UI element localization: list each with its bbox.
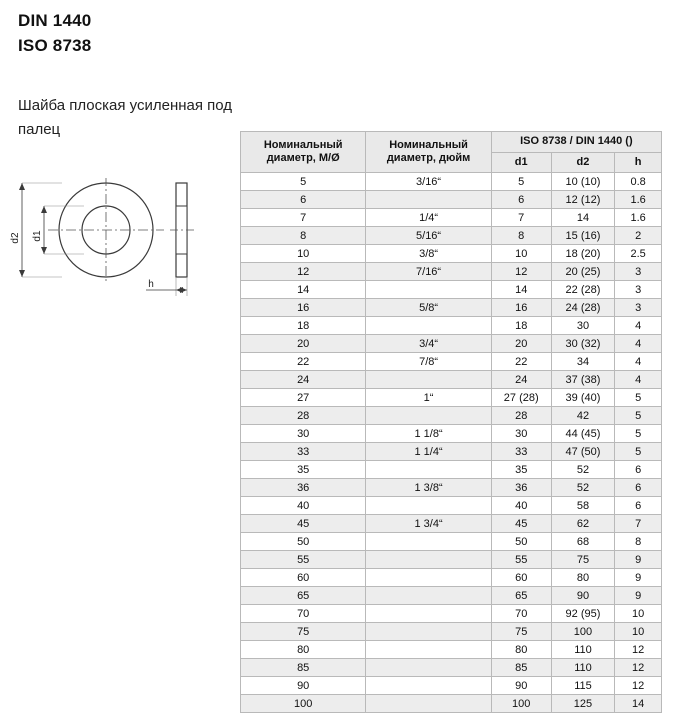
cell-nominal-inch (366, 497, 491, 515)
table-row (241, 209, 662, 227)
cell-d2: 92 (95) (551, 605, 615, 623)
cell-h: 5 (615, 407, 662, 425)
cell-d1: 10 (491, 245, 551, 263)
cell-nominal-mm: 100 (241, 695, 366, 713)
cell-h: 4 (615, 335, 662, 353)
cell-d1: 35 (491, 461, 551, 479)
cell-nominal-mm: 36 (241, 479, 366, 497)
cell-nominal-mm: 10 (241, 245, 366, 263)
cell-nominal-inch: 1/4“ (366, 209, 491, 227)
specification-table (240, 131, 662, 713)
cell-d2: 80 (551, 569, 615, 587)
table-row (241, 515, 662, 533)
cell-d2: 22 (28) (551, 281, 615, 299)
table-row (241, 317, 662, 335)
cell-nominal-mm: 70 (241, 605, 366, 623)
cell-nominal-mm: 18 (241, 317, 366, 335)
cell-d2: 47 (50) (551, 443, 615, 461)
table-row (241, 389, 662, 407)
cell-h: 14 (615, 695, 662, 713)
cell-d2: 37 (38) (551, 371, 615, 389)
cell-d2: 62 (551, 515, 615, 533)
cell-d2: 125 (551, 695, 615, 713)
cell-d1: 70 (491, 605, 551, 623)
cell-d1: 27 (28) (491, 389, 551, 407)
cell-h: 2 (615, 227, 662, 245)
svg-text:d1: d1 (32, 230, 43, 242)
cell-h: 12 (615, 659, 662, 677)
cell-nominal-mm: 12 (241, 263, 366, 281)
cell-nominal-mm: 50 (241, 533, 366, 551)
cell-nominal-inch (366, 533, 491, 551)
table-row (241, 587, 662, 605)
cell-d1: 50 (491, 533, 551, 551)
cell-nominal-inch (366, 551, 491, 569)
header-d2: d2 (551, 152, 615, 173)
cell-nominal-mm: 28 (241, 407, 366, 425)
cell-nominal-mm: 30 (241, 425, 366, 443)
header-h: h (615, 152, 662, 173)
table-row (241, 641, 662, 659)
cell-h: 4 (615, 317, 662, 335)
heading-din: DIN 1440 (18, 11, 92, 30)
cell-nominal-mm: 16 (241, 299, 366, 317)
cell-h: 3 (615, 299, 662, 317)
table-row (241, 695, 662, 713)
cell-nominal-inch (366, 281, 491, 299)
cell-nominal-mm: 45 (241, 515, 366, 533)
cell-nominal-mm: 5 (241, 173, 366, 191)
cell-d2: 75 (551, 551, 615, 569)
table-row (241, 623, 662, 641)
cell-d1: 30 (491, 425, 551, 443)
cell-d2: 12 (12) (551, 191, 615, 209)
header-d1: d1 (491, 152, 551, 173)
table-body (241, 173, 662, 713)
cell-d2: 15 (16) (551, 227, 615, 245)
cell-nominal-inch: 1 3/8“ (366, 479, 491, 497)
cell-h: 3 (615, 281, 662, 299)
cell-d1: 100 (491, 695, 551, 713)
cell-d2: 68 (551, 533, 615, 551)
cell-d1: 5 (491, 173, 551, 191)
cell-h: 2.5 (615, 245, 662, 263)
cell-nominal-inch (366, 371, 491, 389)
cell-nominal-inch (366, 317, 491, 335)
table-row (241, 443, 662, 461)
cell-nominal-inch (366, 407, 491, 425)
table-header-row-1 (241, 132, 662, 153)
cell-d1: 18 (491, 317, 551, 335)
table-row (241, 353, 662, 371)
cell-nominal-mm: 7 (241, 209, 366, 227)
cell-h: 0.8 (615, 173, 662, 191)
cell-nominal-mm: 85 (241, 659, 366, 677)
document-headings (18, 8, 91, 58)
cell-d1: 6 (491, 191, 551, 209)
cell-d1: 16 (491, 299, 551, 317)
cell-h: 1.6 (615, 209, 662, 227)
header-nominal-inch: Номинальный диаметр, дюйм (366, 132, 491, 173)
product-description: Шайба плоская усиленная под палец (18, 97, 233, 138)
cell-d2: 30 (551, 317, 615, 335)
cell-nominal-mm: 65 (241, 587, 366, 605)
cell-d2: 10 (10) (551, 173, 615, 191)
specification-table-wrapper (240, 131, 662, 713)
cell-nominal-inch (366, 695, 491, 713)
cell-d1: 55 (491, 551, 551, 569)
cell-nominal-inch (366, 191, 491, 209)
cell-d1: 80 (491, 641, 551, 659)
cell-h: 10 (615, 623, 662, 641)
table-row (241, 605, 662, 623)
cell-nominal-mm: 24 (241, 371, 366, 389)
table-row (241, 227, 662, 245)
cell-h: 3 (615, 263, 662, 281)
cell-nominal-inch: 7/16“ (366, 263, 491, 281)
cell-nominal-inch (366, 677, 491, 695)
cell-d1: 22 (491, 353, 551, 371)
cell-d2: 42 (551, 407, 615, 425)
cell-nominal-mm: 35 (241, 461, 366, 479)
table-row (241, 281, 662, 299)
table-row (241, 551, 662, 569)
cell-h: 5 (615, 425, 662, 443)
cell-d1: 8 (491, 227, 551, 245)
table-head (241, 132, 662, 173)
cell-d2: 34 (551, 353, 615, 371)
cell-h: 4 (615, 371, 662, 389)
cell-nominal-inch: 3/8“ (366, 245, 491, 263)
cell-nominal-mm: 33 (241, 443, 366, 461)
cell-d1: 28 (491, 407, 551, 425)
cell-h: 6 (615, 461, 662, 479)
cell-d2: 30 (32) (551, 335, 615, 353)
cell-nominal-inch: 1 1/4“ (366, 443, 491, 461)
cell-d1: 65 (491, 587, 551, 605)
cell-nominal-inch: 1 3/4“ (366, 515, 491, 533)
table-row (241, 533, 662, 551)
cell-h: 6 (615, 479, 662, 497)
cell-nominal-mm: 22 (241, 353, 366, 371)
cell-d2: 100 (551, 623, 615, 641)
cell-d1: 12 (491, 263, 551, 281)
cell-d2: 90 (551, 587, 615, 605)
cell-d1: 85 (491, 659, 551, 677)
cell-d1: 75 (491, 623, 551, 641)
cell-h: 4 (615, 353, 662, 371)
table-row (241, 479, 662, 497)
cell-nominal-mm: 55 (241, 551, 366, 569)
table-row (241, 191, 662, 209)
table-row (241, 497, 662, 515)
cell-nominal-inch (366, 605, 491, 623)
table-row (241, 245, 662, 263)
cell-nominal-inch: 5/8“ (366, 299, 491, 317)
cell-nominal-mm: 8 (241, 227, 366, 245)
cell-nominal-mm: 80 (241, 641, 366, 659)
cell-nominal-inch (366, 461, 491, 479)
cell-d2: 58 (551, 497, 615, 515)
cell-nominal-inch: 3/16“ (366, 173, 491, 191)
header-nominal-mm: Номинальный диаметр, М/Ø (241, 132, 366, 173)
cell-h: 6 (615, 497, 662, 515)
cell-d2: 110 (551, 641, 615, 659)
cell-d2: 18 (20) (551, 245, 615, 263)
cell-d2: 110 (551, 659, 615, 677)
heading-iso: ISO 8738 (18, 36, 92, 55)
table-row (241, 407, 662, 425)
cell-d1: 60 (491, 569, 551, 587)
cell-d2: 20 (25) (551, 263, 615, 281)
cell-d1: 45 (491, 515, 551, 533)
cell-nominal-mm: 90 (241, 677, 366, 695)
cell-nominal-inch: 1 1/8“ (366, 425, 491, 443)
cell-nominal-inch: 1“ (366, 389, 491, 407)
table-row (241, 299, 662, 317)
header-standard-group: ISO 8738 / DIN 1440 () (491, 132, 661, 153)
cell-nominal-inch: 3/4“ (366, 335, 491, 353)
table-row (241, 677, 662, 695)
cell-d1: 33 (491, 443, 551, 461)
cell-h: 5 (615, 389, 662, 407)
cell-nominal-mm: 40 (241, 497, 366, 515)
cell-d2: 44 (45) (551, 425, 615, 443)
cell-d1: 20 (491, 335, 551, 353)
svg-text:d2: d2 (10, 232, 21, 244)
cell-nominal-mm: 14 (241, 281, 366, 299)
cell-nominal-inch (366, 587, 491, 605)
cell-nominal-inch (366, 659, 491, 677)
cell-h: 12 (615, 641, 662, 659)
table-row (241, 173, 662, 191)
cell-d1: 7 (491, 209, 551, 227)
cell-d2: 24 (28) (551, 299, 615, 317)
table-row (241, 263, 662, 281)
cell-h: 10 (615, 605, 662, 623)
cell-h: 1.6 (615, 191, 662, 209)
cell-nominal-mm: 60 (241, 569, 366, 587)
cell-nominal-mm: 20 (241, 335, 366, 353)
cell-h: 8 (615, 533, 662, 551)
cell-nominal-inch (366, 623, 491, 641)
cell-h: 9 (615, 587, 662, 605)
washer-technical-drawing (6, 178, 221, 308)
table-row (241, 425, 662, 443)
table-row (241, 569, 662, 587)
svg-text:h: h (148, 279, 154, 290)
table-row (241, 371, 662, 389)
table-row (241, 335, 662, 353)
cell-d1: 36 (491, 479, 551, 497)
cell-nominal-inch (366, 569, 491, 587)
cell-nominal-inch (366, 641, 491, 659)
cell-h: 9 (615, 569, 662, 587)
cell-h: 5 (615, 443, 662, 461)
cell-h: 9 (615, 551, 662, 569)
cell-nominal-inch: 5/16“ (366, 227, 491, 245)
cell-h: 7 (615, 515, 662, 533)
table-row (241, 461, 662, 479)
cell-d2: 52 (551, 461, 615, 479)
cell-d1: 90 (491, 677, 551, 695)
table-row (241, 659, 662, 677)
cell-d1: 40 (491, 497, 551, 515)
cell-h: 12 (615, 677, 662, 695)
cell-nominal-mm: 6 (241, 191, 366, 209)
cell-d2: 52 (551, 479, 615, 497)
cell-d1: 24 (491, 371, 551, 389)
cell-nominal-mm: 75 (241, 623, 366, 641)
cell-d2: 115 (551, 677, 615, 695)
cell-d1: 14 (491, 281, 551, 299)
cell-nominal-mm: 27 (241, 389, 366, 407)
cell-d2: 14 (551, 209, 615, 227)
cell-d2: 39 (40) (551, 389, 615, 407)
cell-nominal-inch: 7/8“ (366, 353, 491, 371)
